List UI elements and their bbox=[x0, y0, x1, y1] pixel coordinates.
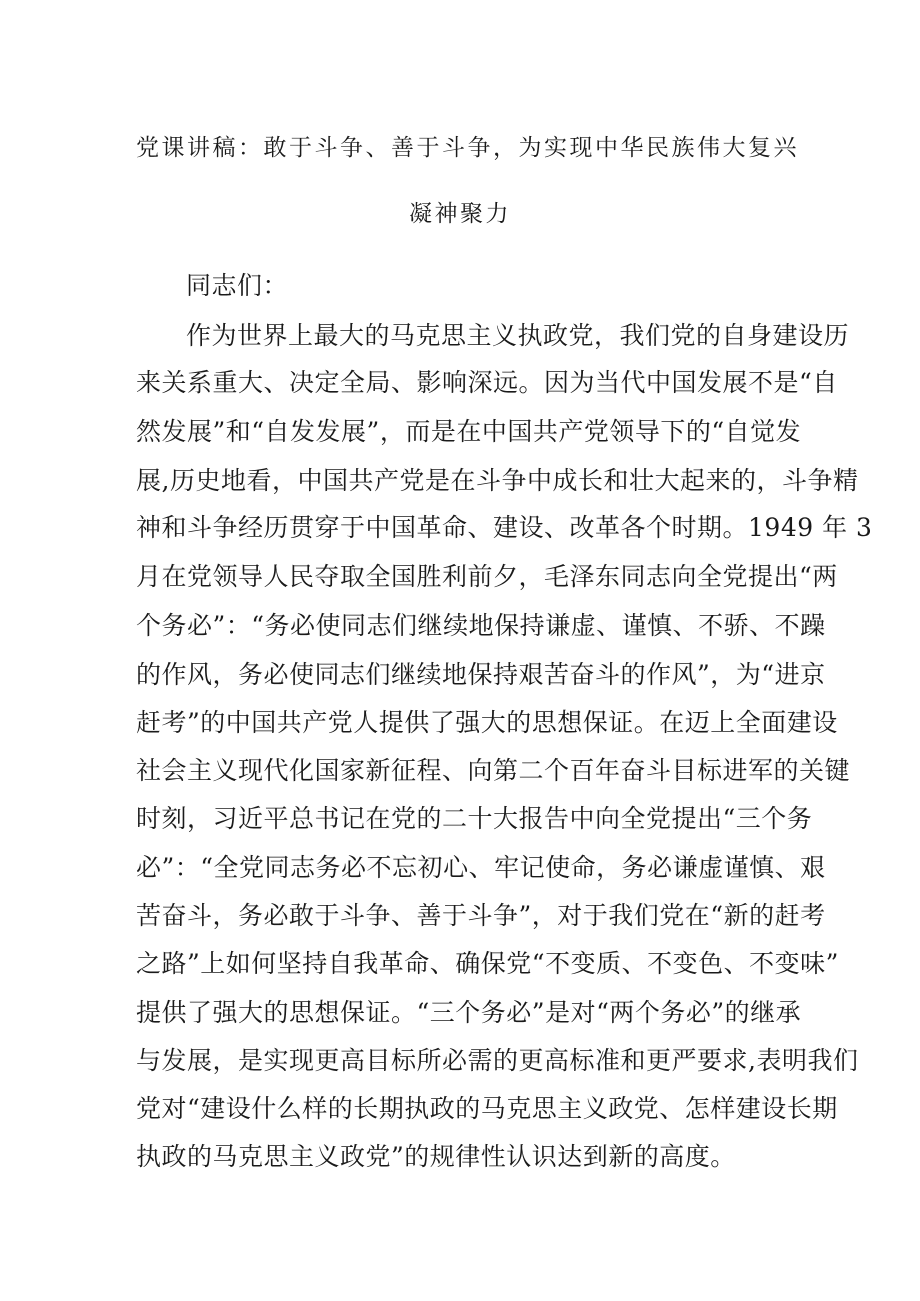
paragraph-line: 赶考”的中国共产党人提供了强大的思想保证。在迈上全面建设 bbox=[136, 708, 838, 737]
paragraph-line: 提供了强大的思想保证。“三个务必”是对“两个务必”的继承 bbox=[136, 998, 802, 1027]
paragraph-line: 社会主义现代化国家新征程、向第二个百年奋斗目标进军的关键 bbox=[136, 756, 851, 785]
paragraph-line: 苦奋斗，务必敢于斗争、善于斗争”，对于我们党在“新的赶考 bbox=[136, 901, 826, 930]
paragraph-line: 然发展”和“自发发展”，而是在中国共产党领导下的“自觉发 bbox=[136, 417, 802, 446]
paragraph-line: 之路”上如何坚持自我革命、确保党“不变质、不变色、不变味” bbox=[136, 949, 839, 978]
paragraph-line: 展,历史地看，中国共产党是在斗争中成长和壮大起来的，斗争精 bbox=[136, 466, 859, 495]
paragraph-line: 时刻，习近平总书记在党的二十大报告中向全党提出“三个务 bbox=[136, 804, 813, 833]
greeting: 同志们： bbox=[186, 271, 289, 300]
paragraph-line: 与发展，是实现更高目标所必需的更高标准和更严要求,表明我们 bbox=[136, 1046, 859, 1075]
paragraph-line: 个务必”：“务必使同志们继续地保持谦虚、谨慎、不骄、不躁 bbox=[136, 611, 826, 640]
paragraph-line: 党对“建设什么样的长期执政的马克思主义政党、怎样建设长期 bbox=[136, 1094, 838, 1123]
paragraph-line: 执政的马克思主义政党”的规律性认识达到新的高度。 bbox=[136, 1142, 736, 1171]
paragraph-line: 作为世界上最大的马克思主义执政党，我们党的自身建设历 bbox=[186, 321, 850, 350]
paragraph-line: 必”：“全党同志务必不忘初心、牢记使命，务必谦虚谨慎、艰 bbox=[136, 853, 826, 882]
paragraph-line: 的作风，务必使同志们继续地保持艰苦奋斗的作风”，为“进京 bbox=[136, 660, 826, 689]
document-title-line-2: 凝神聚力 bbox=[409, 201, 511, 227]
paragraph-line: 来关系重大、决定全局、影响深远。因为当代中国发展不是“自 bbox=[136, 368, 838, 397]
paragraph-line: 月在党领导人民夺取全国胜利前夕，毛泽东同志向全党提出“两 bbox=[136, 562, 838, 591]
paragraph-line: 神和斗争经历贯穿于中国革命、建设、改革各个时期。1949 年 3 bbox=[136, 513, 873, 542]
document-title-line-1: 党课讲稿：敢于斗争、善于斗争，为实现中华民族伟大复兴 bbox=[136, 135, 799, 161]
